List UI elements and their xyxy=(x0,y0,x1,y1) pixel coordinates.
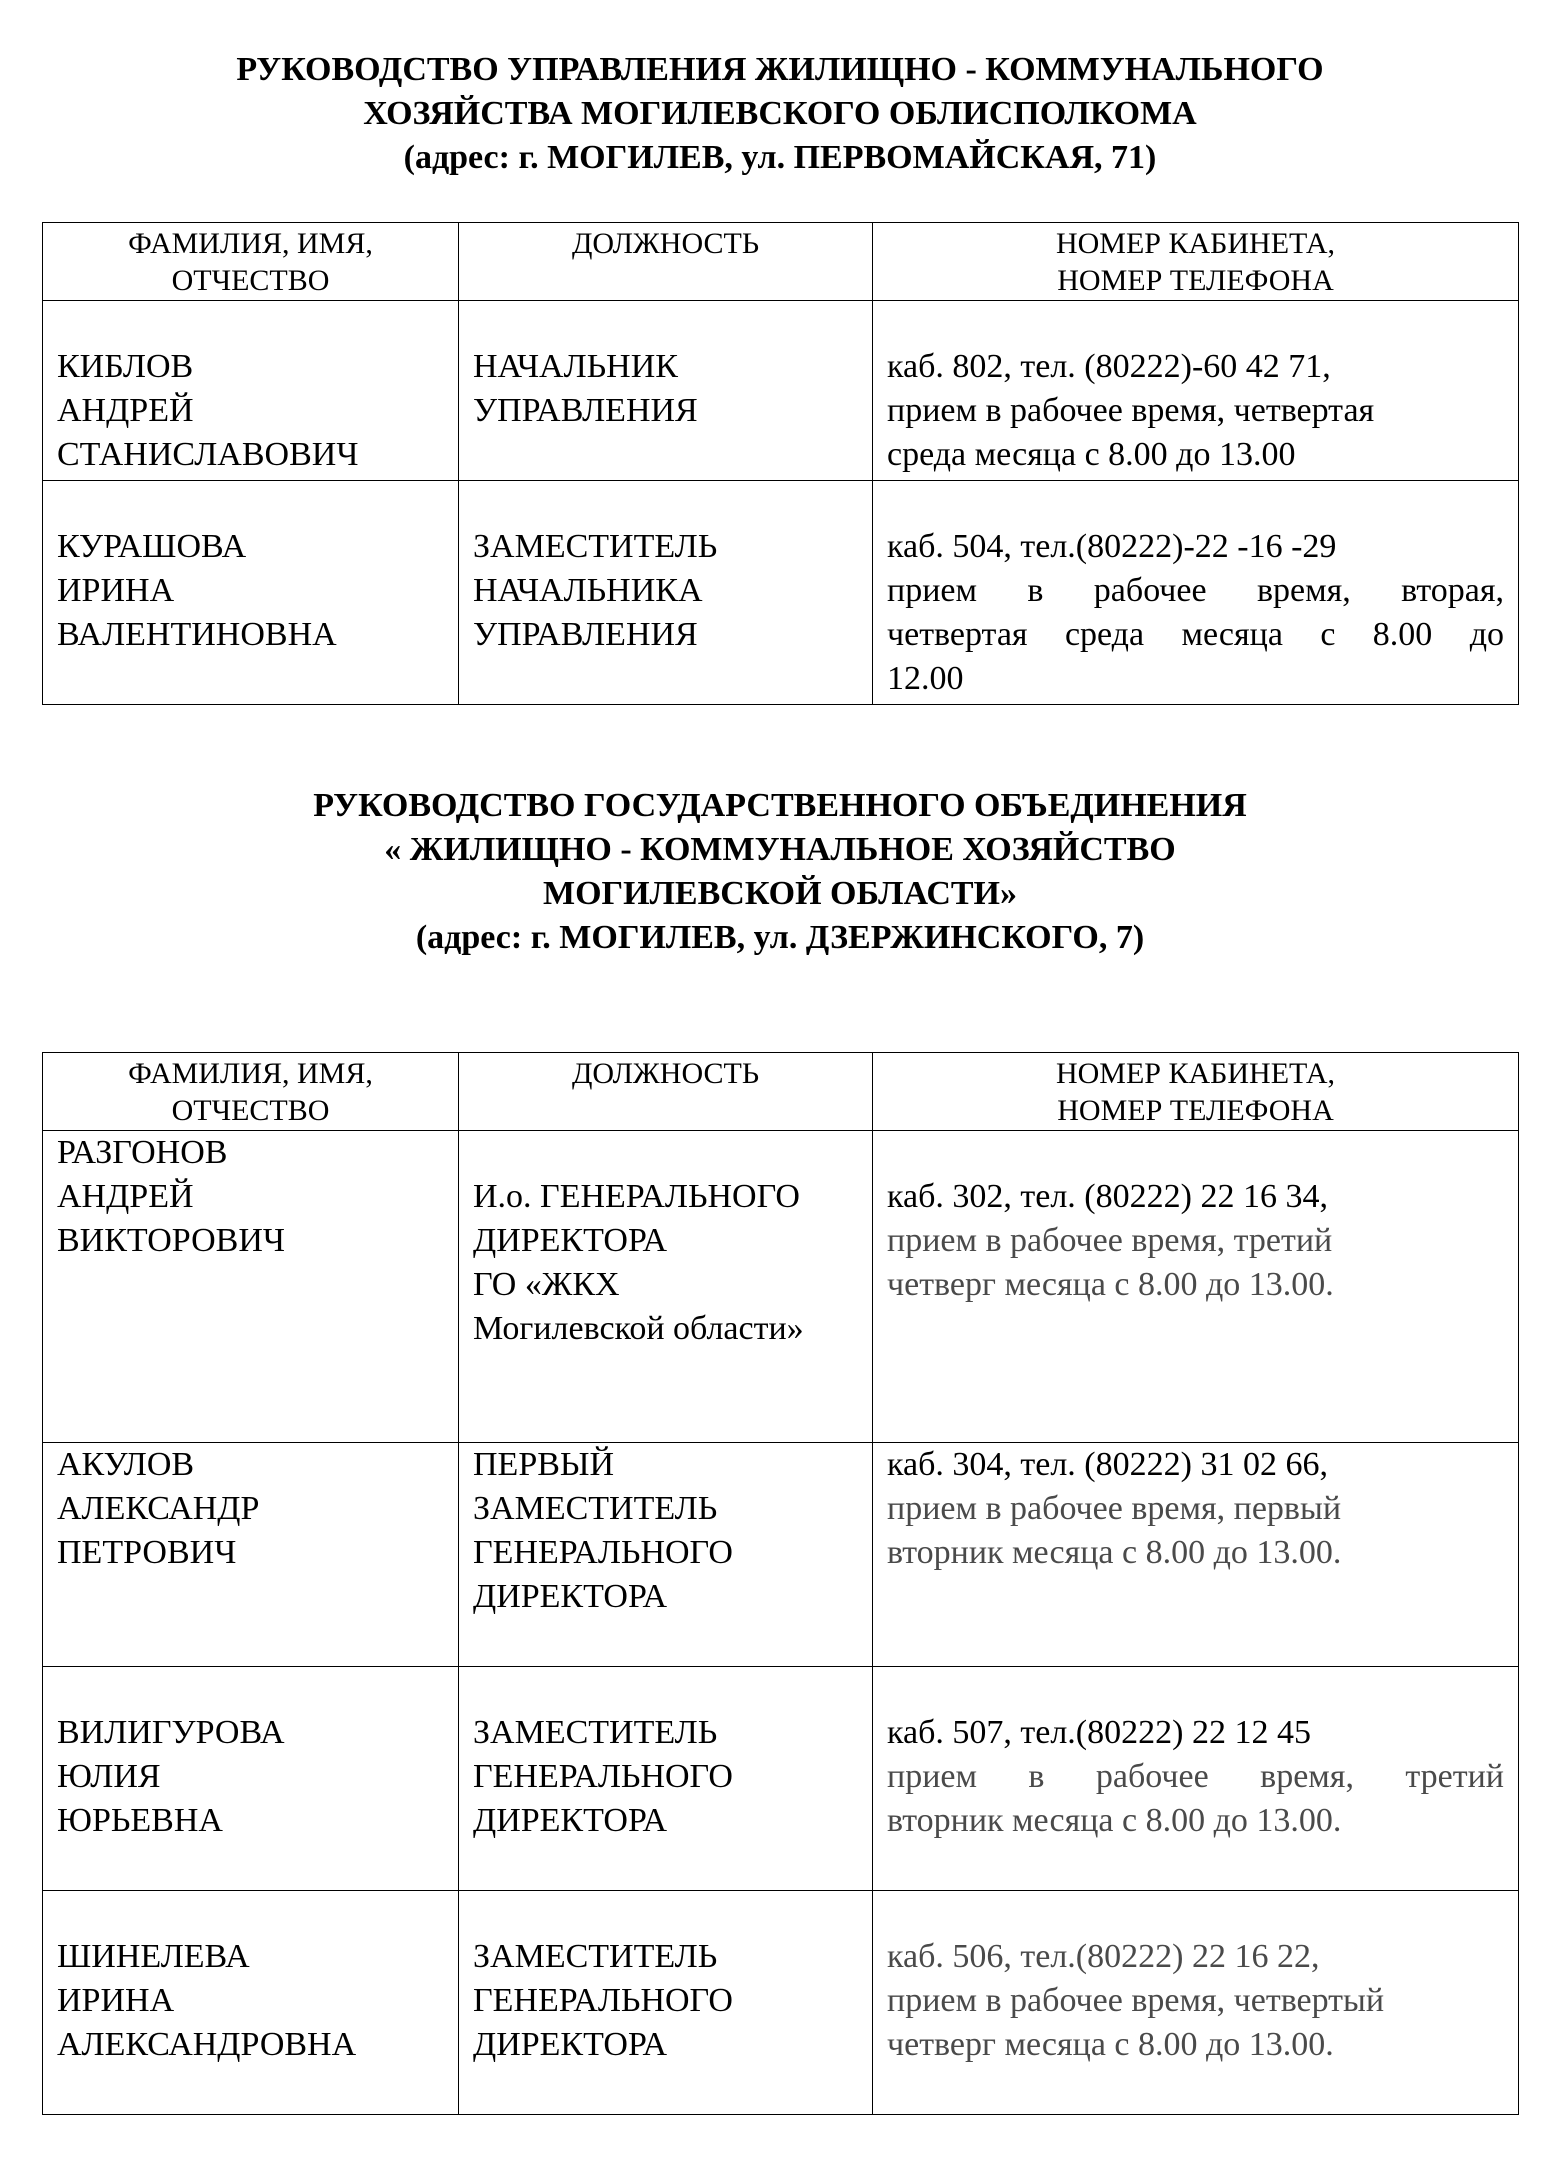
table-row xyxy=(43,1667,1519,1891)
header-contact: НОМЕР КАБИНЕТА, НОМЕР ТЕЛЕФОНА xyxy=(873,1053,1519,1131)
name-cell: ШИНЕЛЕВА ИРИНА АЛЕКСАНДРОВНА xyxy=(43,1891,459,2115)
name-cell: РАЗГОНОВ АНДРЕЙ ВИКТОРОВИЧ xyxy=(43,1131,459,1443)
contact-cell: каб. 802, тел. (80222)-60 42 71, прием в рабочее время, четвертая среда месяца с 8.00 до 13.00 xyxy=(873,301,1519,481)
contact-cell: каб. 302, тел. (80222) 22 16 34, прием в рабочее время, третий четверг месяца с 8.00 до 13.00. xyxy=(873,1131,1519,1443)
table-row xyxy=(43,481,1519,705)
position-cell: И.о. ГЕНЕРАЛЬНОГО ДИРЕКТОРА ГО «ЖКХ Могилевской области» xyxy=(459,1131,873,1443)
section1-title-line: РУКОВОДСТВО УПРАВЛЕНИЯ ЖИЛИЩНО - КОММУНАЛЬНОГО xyxy=(236,51,1324,88)
table-header-row xyxy=(43,223,1519,301)
position-cell: ЗАМЕСТИТЕЛЬ НАЧАЛЬНИКА УПРАВЛЕНИЯ xyxy=(459,481,873,705)
section1-heading xyxy=(0,48,1560,180)
section1-title-line: ХОЗЯЙСТВА МОГИЛЕВСКОГО ОБЛИСПОЛКОМА xyxy=(363,95,1197,132)
table-row xyxy=(43,1131,1519,1443)
section2-title-line: « ЖИЛИЩНО - КОММУНАЛЬНОЕ ХОЗЯЙСТВО xyxy=(384,831,1176,868)
contact-cell: каб. 507, тел.(80222) 22 12 45 прием в рабочее время, третий вторник месяца с 8.00 до 13.00. xyxy=(873,1667,1519,1891)
table-header-row xyxy=(43,1053,1519,1131)
position-cell: ЗАМЕСТИТЕЛЬ ГЕНЕРАЛЬНОГО ДИРЕКТОРА xyxy=(459,1667,873,1891)
section2-heading xyxy=(0,784,1560,960)
name-cell: АКУЛОВ АЛЕКСАНДР ПЕТРОВИЧ xyxy=(43,1443,459,1667)
table-row xyxy=(43,1443,1519,1667)
table-row xyxy=(43,1891,1519,2115)
header-name: ФАМИЛИЯ, ИМЯ, ОТЧЕСТВО xyxy=(43,1053,459,1131)
name-cell: КИБЛОВ АНДРЕЙ СТАНИСЛАВОВИЧ xyxy=(43,301,459,481)
section2-title-line: МОГИЛЕВСКОЙ ОБЛАСТИ» xyxy=(542,875,1017,912)
section2-title-line: РУКОВОДСТВО ГОСУДАРСТВЕННОГО ОБЪЕДИНЕНИЯ xyxy=(313,787,1247,824)
name-cell: КУРАШОВА ИРИНА ВАЛЕНТИНОВНА xyxy=(43,481,459,705)
name-cell: ВИЛИГУРОВА ЮЛИЯ ЮРЬЕВНА xyxy=(43,1667,459,1891)
section1-table xyxy=(42,222,1519,705)
position-cell: ЗАМЕСТИТЕЛЬ ГЕНЕРАЛЬНОГО ДИРЕКТОРА xyxy=(459,1891,873,2115)
section1-address: (адрес: г. МОГИЛЕВ, ул. ПЕРВОМАЙСКАЯ, 71) xyxy=(403,139,1157,176)
contact-cell: каб. 506, тел.(80222) 22 16 22, прием в рабочее время, четвертый четверг месяца с 8.00 до 13.00. xyxy=(873,1891,1519,2115)
header-position: ДОЛЖНОСТЬ xyxy=(459,1053,873,1131)
position-cell: ПЕРВЫЙ ЗАМЕСТИТЕЛЬ ГЕНЕРАЛЬНОГО ДИРЕКТОРА xyxy=(459,1443,873,1667)
section2-address: (адрес: г. МОГИЛЕВ, ул. ДЗЕРЖИНСКОГО, 7) xyxy=(415,919,1145,956)
header-position: ДОЛЖНОСТЬ xyxy=(459,223,873,301)
header-name: ФАМИЛИЯ, ИМЯ, ОТЧЕСТВО xyxy=(43,223,459,301)
contact-cell: каб. 304, тел. (80222) 31 02 66, прием в рабочее время, первый вторник месяца с 8.00 до 13.00. xyxy=(873,1443,1519,1667)
section2-table xyxy=(42,1052,1519,2115)
position-cell: НАЧАЛЬНИК УПРАВЛЕНИЯ xyxy=(459,301,873,481)
header-contact: НОМЕР КАБИНЕТА, НОМЕР ТЕЛЕФОНА xyxy=(873,223,1519,301)
table-row xyxy=(43,301,1519,481)
contact-cell: каб. 504, тел.(80222)-22 -16 -29 прием в рабочее время, вторая, четвертая среда месяца с 8.00 до 12.00 xyxy=(873,481,1519,705)
